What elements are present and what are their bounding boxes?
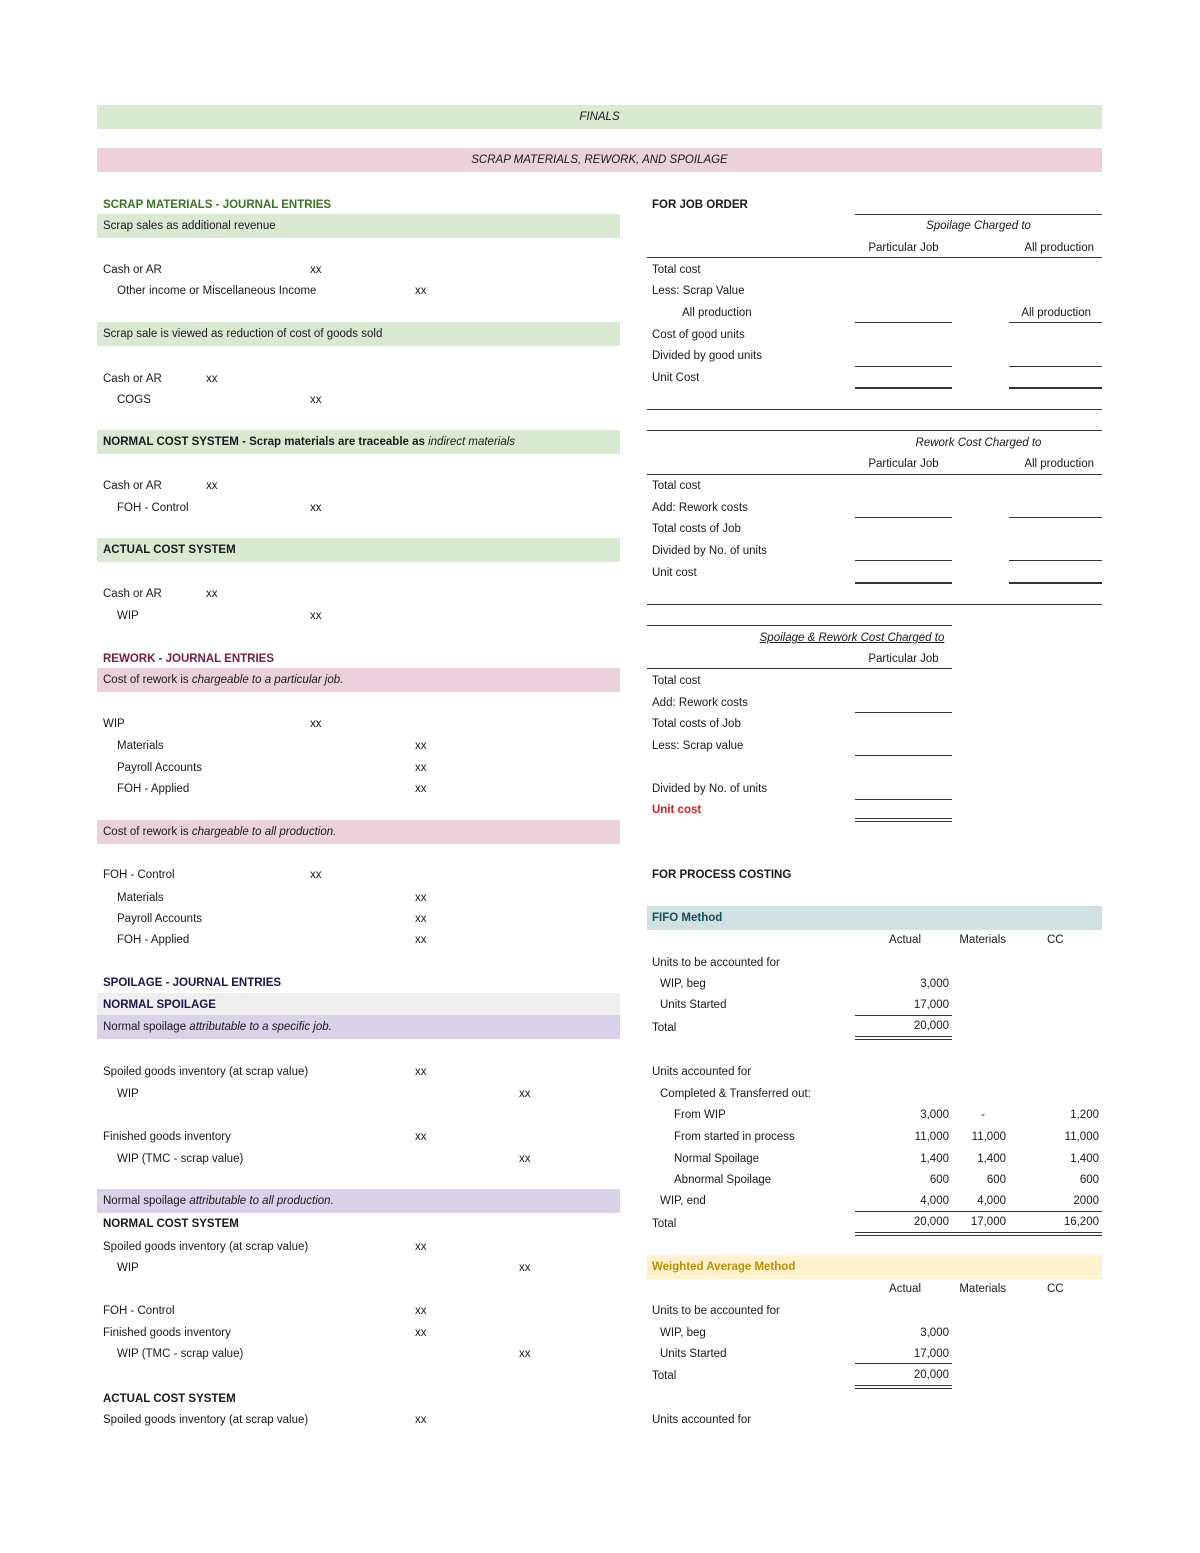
- col-actual: Actual: [889, 1283, 921, 1295]
- col-materials: Materials: [959, 1283, 1006, 1295]
- band-label-a: Cost of rework is: [103, 674, 192, 686]
- row-label: Total costs of Job: [652, 718, 741, 730]
- entry-credit: xx: [415, 934, 427, 946]
- entry-credit: xx: [415, 783, 427, 795]
- row-label: Total: [652, 1218, 677, 1230]
- entry-account: COGS: [117, 394, 151, 406]
- fifo-materials: 4,000: [977, 1195, 1006, 1207]
- rule: [855, 582, 952, 584]
- fifo-row-label: From started in process: [674, 1131, 795, 1143]
- entry-account: Finished goods inventory: [103, 1131, 231, 1143]
- row-label: All production: [682, 307, 752, 319]
- band-label: NORMAL SPOILAGE: [103, 999, 216, 1011]
- row-label: Divided by No. of units: [652, 783, 768, 795]
- fifo-wip-beg: 3,000: [920, 978, 949, 990]
- entry-account: Payroll Accounts: [117, 762, 203, 774]
- band-label: [103, 825, 336, 839]
- row-label: Add: Rework costs: [652, 502, 748, 514]
- entry-debit: xx: [415, 1414, 427, 1426]
- fifo-grand-materials: 17,000: [970, 1216, 1006, 1228]
- double-rule: [855, 1385, 952, 1389]
- rework-charged-header: Rework Cost Charged to: [915, 437, 1042, 449]
- entry-account: Finished goods inventory: [103, 1327, 231, 1339]
- entry-credit: xx: [310, 610, 322, 622]
- fifo-grand-actual: 20,000: [913, 1216, 949, 1228]
- entry-account: Materials: [117, 740, 164, 752]
- fifo-row-label: From WIP: [674, 1109, 726, 1121]
- entry-account: WIP: [117, 1088, 139, 1100]
- band-label-b: chargeable to all production.: [191, 826, 337, 838]
- fifo-row-label: Abnormal Spoilage: [674, 1174, 772, 1186]
- rule: [855, 1015, 952, 1016]
- entry-account: Spoiled goods inventory (at scrap value): [103, 1066, 309, 1078]
- rule: [647, 604, 1102, 605]
- entry-credit: xx: [415, 740, 427, 752]
- rule: [1009, 387, 1102, 389]
- col-particular-job: Particular Job: [868, 653, 939, 665]
- row-label: Less: Scrap value: [652, 740, 744, 752]
- fifo-cc: 2000: [1073, 1195, 1099, 1207]
- row-label: Total: [652, 1022, 677, 1034]
- col-particular-job: Particular Job: [868, 242, 939, 254]
- rule: [855, 387, 952, 389]
- band-label-b: attributable to all production.: [189, 1195, 334, 1207]
- row-label: Total cost: [652, 675, 701, 687]
- rule: [1009, 560, 1102, 561]
- fifo-title: FIFO Method: [652, 912, 723, 924]
- double-rule: [855, 1036, 952, 1040]
- entry-account: FOH - Control: [103, 1305, 175, 1317]
- entry-debit: xx: [206, 373, 218, 385]
- entry-credit: xx: [415, 285, 427, 297]
- entry-debit: xx: [206, 588, 218, 600]
- spoilage-heading: SPOILAGE - JOURNAL ENTRIES: [103, 977, 282, 989]
- fifo-actual: 11,000: [914, 1131, 949, 1143]
- cell-all-production: All production: [1021, 307, 1091, 319]
- rule: [1009, 582, 1102, 584]
- fifo-cc: 600: [1079, 1174, 1099, 1186]
- entry-credit: xx: [415, 913, 427, 925]
- rule: [855, 366, 952, 367]
- row-label: Less: Scrap Value: [652, 285, 745, 297]
- row-label: Units accounted for: [652, 1066, 752, 1078]
- fifo-materials: 1,400: [977, 1153, 1006, 1165]
- rule: [647, 625, 952, 626]
- fifo-actual: 3,000: [920, 1109, 949, 1121]
- entry-credit: xx: [415, 892, 427, 904]
- rule: [647, 409, 1102, 410]
- rule: [855, 517, 952, 518]
- fifo-actual: 4,000: [920, 1195, 949, 1207]
- page-title: FINALS: [579, 111, 620, 123]
- fifo-materials: -: [981, 1109, 985, 1121]
- rule: [647, 668, 952, 669]
- fifo-row-label: Normal Spoilage: [674, 1153, 760, 1165]
- col-materials: Materials: [959, 934, 1006, 946]
- row-label: Units Started: [660, 999, 727, 1011]
- entry-debit: xx: [415, 1241, 427, 1253]
- band-label: Scrap sales as additional revenue: [103, 220, 276, 232]
- row-label: WIP, beg: [660, 1327, 706, 1339]
- scrap-heading: SCRAP MATERIALS - JOURNAL ENTRIES: [103, 199, 332, 211]
- row-label: Cost of good units: [652, 329, 745, 341]
- entry-debit: xx: [415, 1066, 427, 1078]
- entry-account: Spoiled goods inventory (at scrap value): [103, 1414, 309, 1426]
- row-label: Total cost: [652, 480, 701, 492]
- fifo-materials: 600: [986, 1174, 1006, 1186]
- entry-credit: xx: [310, 394, 322, 406]
- rule: [855, 755, 952, 756]
- col-all-production: All production: [1024, 458, 1094, 470]
- col-all-production: All production: [1024, 242, 1094, 254]
- rule: [647, 474, 1102, 475]
- fifo-total: 20,000: [913, 1020, 949, 1032]
- fifo-grand-cc: 16,200: [1063, 1216, 1099, 1228]
- spoil-rework-header: Spoilage & Rework Cost Charged to: [759, 632, 945, 644]
- entry-account: FOH - Applied: [117, 783, 190, 795]
- entry-account: Cash or AR: [103, 264, 162, 276]
- row-label: Divided by good units: [652, 350, 762, 362]
- row-label: Add: Rework costs: [652, 697, 748, 709]
- band-label-a: NORMAL COST SYSTEM - Scrap materials are traceable as: [103, 436, 429, 448]
- entry-account: WIP: [103, 718, 125, 730]
- band-label-b: indirect materials: [428, 436, 516, 448]
- rule: [855, 1211, 1102, 1212]
- wa-units-started: 17,000: [913, 1348, 949, 1360]
- row-label: Total costs of Job: [652, 523, 741, 535]
- rule: [855, 322, 952, 323]
- entry-account: WIP: [117, 1262, 139, 1274]
- row-label: Unit cost: [652, 567, 697, 579]
- rule: [647, 257, 1102, 258]
- row-label: Units to be accounted for: [652, 957, 780, 969]
- band-label-b: attributable to a specific job.: [189, 1021, 332, 1033]
- row-label: Total cost: [652, 264, 701, 276]
- row-label: Unit Cost: [652, 372, 700, 384]
- entry-credit: xx: [519, 1262, 531, 1274]
- band-label: [103, 1020, 332, 1034]
- rule: [855, 214, 1102, 215]
- row-label: WIP, beg: [660, 978, 706, 990]
- band-label: [103, 435, 515, 449]
- entry-debit: xx: [310, 718, 322, 730]
- entry-account: WIP: [117, 610, 139, 622]
- band-label-a: Normal spoilage: [103, 1021, 190, 1033]
- entry-account: Cash or AR: [103, 588, 162, 600]
- entry-account: FOH - Control: [117, 502, 189, 514]
- row-label: Divided by No. of units: [652, 545, 768, 557]
- band-label: ACTUAL COST SYSTEM: [103, 544, 236, 556]
- row-label: Completed & Transferred out:: [660, 1088, 811, 1100]
- fifo-materials: 11,000: [971, 1131, 1006, 1143]
- band-label-b: chargeable to a particular job.: [191, 674, 344, 686]
- entry-credit: xx: [415, 762, 427, 774]
- entry-debit: xx: [415, 1305, 427, 1317]
- rule: [855, 799, 952, 800]
- band-label: [103, 673, 343, 687]
- fifo-actual: 600: [929, 1174, 949, 1186]
- fifo-cc: 1,200: [1070, 1109, 1099, 1121]
- row-label: Units Started: [660, 1348, 727, 1360]
- actual-cost-system-label: ACTUAL COST SYSTEM: [103, 1393, 236, 1405]
- process-heading: FOR PROCESS COSTING: [652, 869, 792, 881]
- col-actual: Actual: [889, 934, 921, 946]
- page-subtitle: SCRAP MATERIALS, REWORK, AND SPOILAGE: [471, 154, 728, 166]
- entry-account: Other income or Miscellaneous Income: [117, 285, 317, 297]
- spoilage-charged-header: Spoilage Charged to: [926, 220, 1031, 232]
- rule: [1009, 322, 1102, 323]
- entry-credit: xx: [519, 1348, 531, 1360]
- entry-account: WIP (TMC - scrap value): [117, 1348, 244, 1360]
- fifo-units-started: 17,000: [913, 999, 949, 1011]
- rework-heading: REWORK - JOURNAL ENTRIES: [103, 653, 275, 665]
- entry-debit: xx: [310, 869, 322, 881]
- fifo-cc: 1,400: [1070, 1153, 1099, 1165]
- entry-account: Cash or AR: [103, 373, 162, 385]
- col-cc: CC: [1047, 934, 1064, 946]
- entry-debit: xx: [415, 1131, 427, 1143]
- row-label: Units to be accounted for: [652, 1305, 780, 1317]
- band-label: Scrap sale is viewed as reduction of cost of goods sold: [103, 328, 383, 340]
- entry-debit: xx: [310, 264, 322, 276]
- entry-account: Payroll Accounts: [117, 913, 203, 925]
- col-cc: CC: [1047, 1283, 1064, 1295]
- rule: [647, 430, 1102, 431]
- rule: [1009, 366, 1102, 367]
- normal-cost-system-label: NORMAL COST SYSTEM: [103, 1218, 239, 1230]
- fifo-row-label: WIP, end: [660, 1195, 706, 1207]
- double-rule: [855, 1232, 1102, 1236]
- entry-account: FOH - Applied: [117, 934, 190, 946]
- rule: [855, 1363, 952, 1364]
- row-label-unit-cost: Unit cost: [652, 804, 702, 816]
- job-order-heading: FOR JOB ORDER: [652, 199, 748, 211]
- entry-credit: xx: [519, 1153, 531, 1165]
- entry-credit: xx: [519, 1088, 531, 1100]
- wa-title: Weighted Average Method: [652, 1261, 796, 1273]
- entry-account: FOH - Control: [103, 869, 175, 881]
- entry-account: Cash or AR: [103, 480, 162, 492]
- row-label: Total: [652, 1370, 677, 1382]
- entry-debit: xx: [206, 480, 218, 492]
- rule: [855, 560, 952, 561]
- entry-account: Materials: [117, 892, 164, 904]
- wa-wip-beg: 3,000: [920, 1327, 949, 1339]
- entry-debit: xx: [415, 1327, 427, 1339]
- rule: [855, 712, 952, 713]
- rule: [1009, 517, 1102, 518]
- col-particular-job: Particular Job: [868, 458, 939, 470]
- band-label-a: Cost of rework is: [103, 826, 192, 838]
- entry-account: Spoiled goods inventory (at scrap value): [103, 1241, 309, 1253]
- double-rule: [855, 818, 952, 822]
- row-label: Units accounted for: [652, 1414, 752, 1426]
- wa-total: 20,000: [913, 1369, 949, 1381]
- fifo-actual: 1,400: [920, 1153, 949, 1165]
- band-label-a: Normal spoilage: [103, 1195, 190, 1207]
- fifo-cc: 11,000: [1064, 1131, 1099, 1143]
- entry-account: WIP (TMC - scrap value): [117, 1153, 244, 1165]
- band-label: [103, 1194, 334, 1208]
- entry-credit: xx: [310, 502, 322, 514]
